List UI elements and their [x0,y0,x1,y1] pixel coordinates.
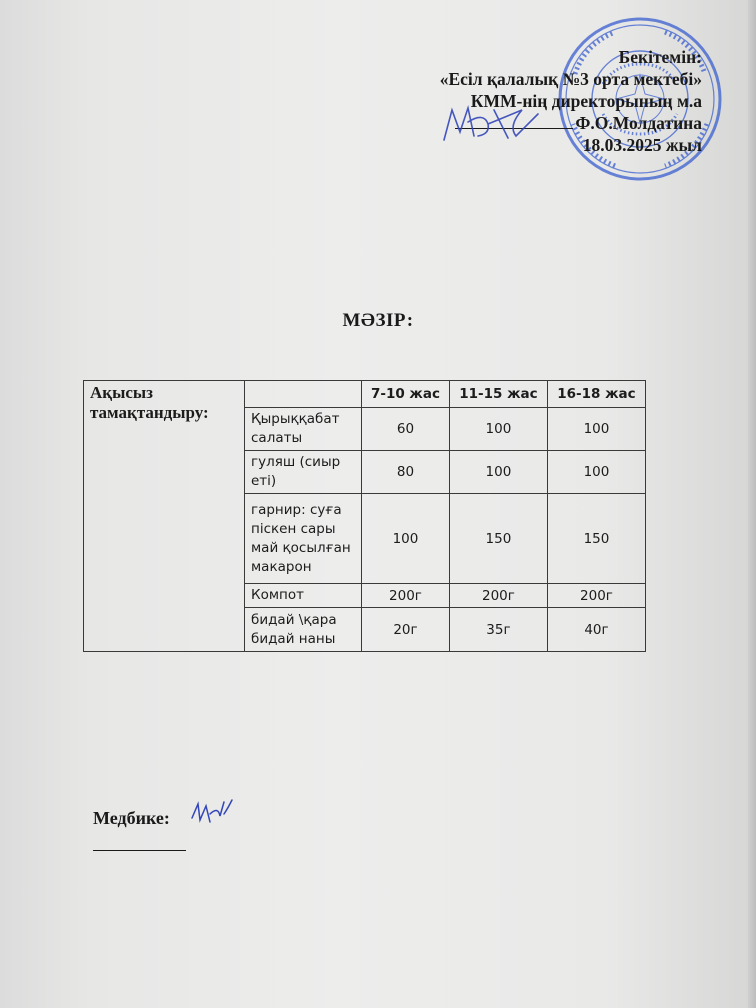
nurse-label: Медбике: [93,808,170,828]
portion-7-10: 20г [362,608,450,652]
table-header-row [84,381,646,408]
portion-11-15: 150 [449,494,547,584]
header-age-16-18: 16-18 жас [547,381,645,408]
portion-16-18: 100 [547,451,645,494]
approval-date: 18.03.2025 жыл [582,135,702,155]
menu-table [83,380,646,652]
dish-name: гуляш (сиыр еті) [245,451,362,494]
portion-16-18: 200г [547,584,645,608]
approval-school: «Есіл қалалық №3 орта мектебі» [439,69,702,89]
nurse-signature [188,796,234,830]
portion-7-10: 200г [362,584,450,608]
portion-11-15: 35г [449,608,547,652]
header-cell-empty [245,381,362,408]
portion-11-15: 100 [449,451,547,494]
portion-7-10: 60 [362,408,450,451]
portion-11-15: 200г [449,584,547,608]
portion-7-10: 80 [362,451,450,494]
page-edge [748,0,756,1008]
nurse-signature-line [93,850,186,851]
header-age-11-15: 11-15 жас [449,381,547,408]
page-title: МӘЗІР: [342,310,414,331]
dish-name: гарнир: суға піскен сары май қосылған макарон [245,494,362,584]
portion-7-10: 100 [362,494,450,584]
portion-11-15: 100 [449,408,547,451]
approval-director-name: Ф.О.Молдатина [575,113,702,133]
approval-heading: Бекітемін: [618,47,702,67]
director-signature [438,102,548,144]
dish-name: Компот [245,584,362,608]
header-age-7-10: 7-10 жас [362,381,450,408]
portion-16-18: 150 [547,494,645,584]
portion-16-18: 100 [547,408,645,451]
approval-position: КММ-нің директорының м.а [470,91,702,111]
dish-name: бидай \қара бидай наны [245,608,362,652]
portion-16-18: 40г [547,608,645,652]
dish-name: Қырыққабат салаты [245,408,362,451]
menu-label: Ақысыз тамақтандыру: [84,381,245,652]
